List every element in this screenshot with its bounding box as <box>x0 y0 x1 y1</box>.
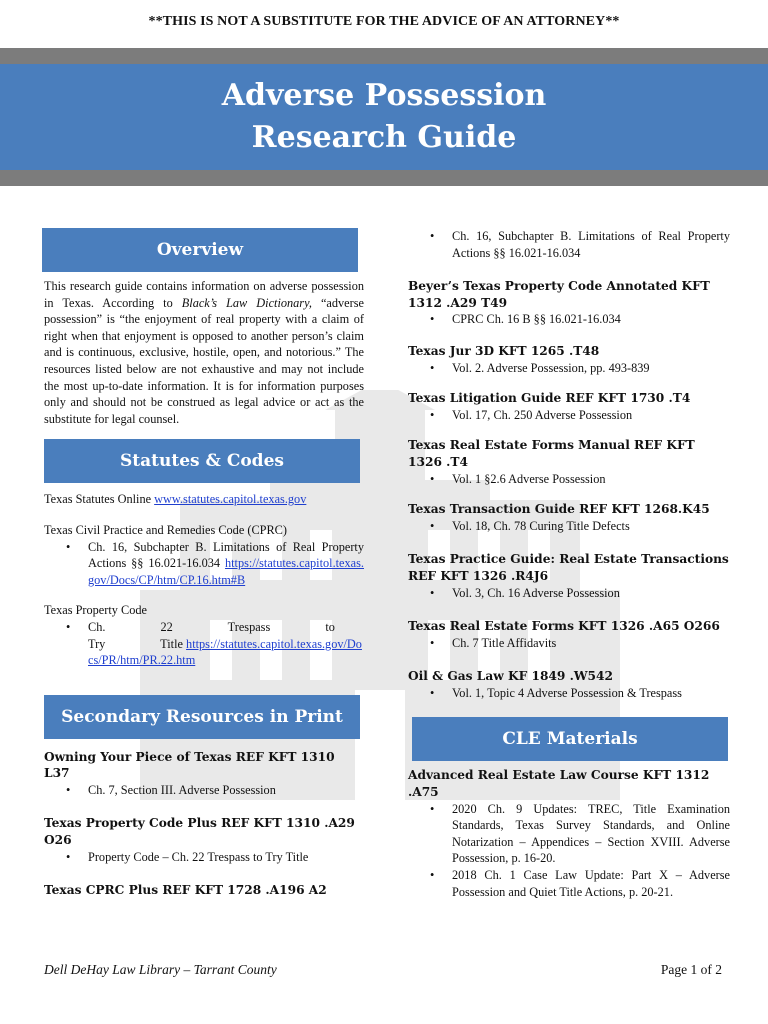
cprc-item-text: Ch. 16, Subchapter B. Limitations of Real Property Actions §§ 16.021-16.034 <box>88 539 364 571</box>
footer-page-number: Page 1 of 2 <box>660 962 722 977</box>
list-item: • Vol. 1, Topic 4 Adverse Possession & Trespass <box>408 685 730 702</box>
list-item: • Vol. 1 §2.6 Adverse Possession <box>408 471 730 488</box>
overview-text-b: “adverse possession” is “the enjoyment of real property with a claim of right when that enjoyment is opposed to another person’s claim and is continuous, exclusive, hostile, open, and notorious.” The resources listed below are not exhaustive and may not include the most up-to-date information. It is for information purposes only and should not be construed as legal advice or act as the substitute for legal counsel. <box>44 295 364 426</box>
property-link[interactable]: https://statutes.capitol.texas.gov/Docs/PR/htm/PR.22.htm <box>88 636 362 668</box>
secondary-entry <box>408 278 730 328</box>
secondary-title: Texas Transaction Guide REF KFT 1268.K45 <box>408 502 710 517</box>
cprc-link[interactable]: https://statutes.capitol.texas.gov/Docs/CP/htm/CP.16.htm#B <box>88 556 364 587</box>
secondary-title: Owning Your Piece of Texas REF KFT 1310 L37 <box>44 749 335 781</box>
list-item: • Ch. 7, Section III. Adverse Possession <box>44 782 364 799</box>
list-item <box>44 539 364 589</box>
statutes-online-link[interactable]: www.statutes.capitol.texas.gov <box>154 492 307 507</box>
title-banner <box>0 64 768 170</box>
overview-heading: Overview <box>42 228 358 272</box>
list-item: • Property Code – Ch. 22 Trespass to Try Title <box>44 849 364 866</box>
disclaimer-text: **THIS IS NOT A SUBSTITUTE FOR THE ADVICE OF AN ATTORNEY** <box>148 14 620 29</box>
secondary-heading: Secondary Resources in Print <box>44 695 360 739</box>
list-item: • 2020 Ch. 9 Updates: TREC, Title Examination Standards, Texas Survey Standards, and Online Notarization – Appendices – Section XVIII. Adverse Possession, p. 16-20. <box>408 801 730 867</box>
list-item: • Vol. 3, Ch. 16 Adverse Possession <box>408 585 730 602</box>
cle-heading: CLE Materials <box>412 717 728 761</box>
list-item: • Ch. 7 Title Affidavits <box>408 635 730 652</box>
list-item: • Ch. 16, Subchapter B. Limitations of Real Property Actions §§ 16.021-16.034 <box>408 228 730 261</box>
secondary-entry <box>408 437 730 487</box>
secondary-title: Beyer’s Texas Property Code Annotated KFT 1312 .A29 T49 <box>408 279 710 310</box>
secondary-entry <box>44 749 364 799</box>
secondary-entry <box>44 882 364 899</box>
overview-paragraph <box>44 278 364 427</box>
list-item: • CPRC Ch. 16 B §§ 16.021-16.034 <box>408 311 730 328</box>
secondary-entry <box>408 390 730 423</box>
property-code-title: Texas Property Code <box>44 603 147 618</box>
secondary-entry <box>408 501 730 534</box>
secondary-entry <box>408 668 730 701</box>
statutes-online-label: Texas Statutes Online <box>44 492 155 507</box>
statutes-online <box>44 491 364 508</box>
property-code-list <box>44 619 364 669</box>
list-item: • Vol. 2. Adverse Possession, pp. 493-839 <box>408 360 730 377</box>
property-item-text: Ch. 22 Trespass to Try Title <box>88 619 335 651</box>
cle-entry <box>408 767 730 900</box>
secondary-entry <box>408 343 730 376</box>
secondary-title: Texas Real Estate Forms KFT 1326 .A65 O266 <box>408 619 720 634</box>
right-column <box>408 228 730 900</box>
secondary-title: Texas Property Code Plus REF KFT 1310 .A29 O26 <box>44 816 355 848</box>
overview-text-italic: Black’s Law Dictionary, <box>181 295 312 310</box>
statutes-heading: Statutes & Codes <box>44 439 360 483</box>
list-item <box>44 619 364 669</box>
footer-library-name: Dell DeHay Law Library – Tarrant County <box>44 962 277 977</box>
cprc-list <box>44 539 364 589</box>
cprc-title: Texas Civil Practice and Remedies Code (CPRC) <box>44 522 287 537</box>
secondary-title: Texas Practice Guide: Real Estate Transactions REF KFT 1326 .R4J6 <box>408 552 729 583</box>
secondary-entry <box>408 551 730 601</box>
continued-list <box>408 228 730 261</box>
secondary-entry <box>44 815 364 865</box>
secondary-title: Texas Real Estate Forms Manual REF KFT 1326 .T4 <box>408 438 695 469</box>
secondary-entry <box>408 618 730 651</box>
banner-bottom-stripe <box>0 170 768 186</box>
list-item: • Vol. 17, Ch. 250 Adverse Possession <box>408 407 730 424</box>
page-title-line-2: Research Guide <box>251 120 517 155</box>
overview-text-a: This research guide contains information on adverse possession in Texas. According to <box>44 279 364 310</box>
list-item: • 2018 Ch. 1 Case Law Update: Part X – Adverse Possession and Quiet Title Actions, p. 20-21. <box>408 867 730 900</box>
secondary-title: Texas Litigation Guide REF KFT 1730 .T4 <box>408 391 691 406</box>
secondary-title: Oil & Gas Law KF 1849 .W542 <box>408 669 613 684</box>
list-item: • Vol. 18, Ch. 78 Curing Title Defects <box>408 518 730 535</box>
left-column <box>44 228 364 899</box>
cle-title: Advanced Real Estate Law Course KFT 1312 .A75 <box>408 768 710 800</box>
banner-top-stripe <box>0 48 768 64</box>
page-title-line-1: Adverse Possession <box>221 78 547 113</box>
secondary-title: Texas CPRC Plus REF KFT 1728 .A196 A2 <box>44 883 327 898</box>
secondary-title: Texas Jur 3D KFT 1265 .T48 <box>408 343 600 358</box>
